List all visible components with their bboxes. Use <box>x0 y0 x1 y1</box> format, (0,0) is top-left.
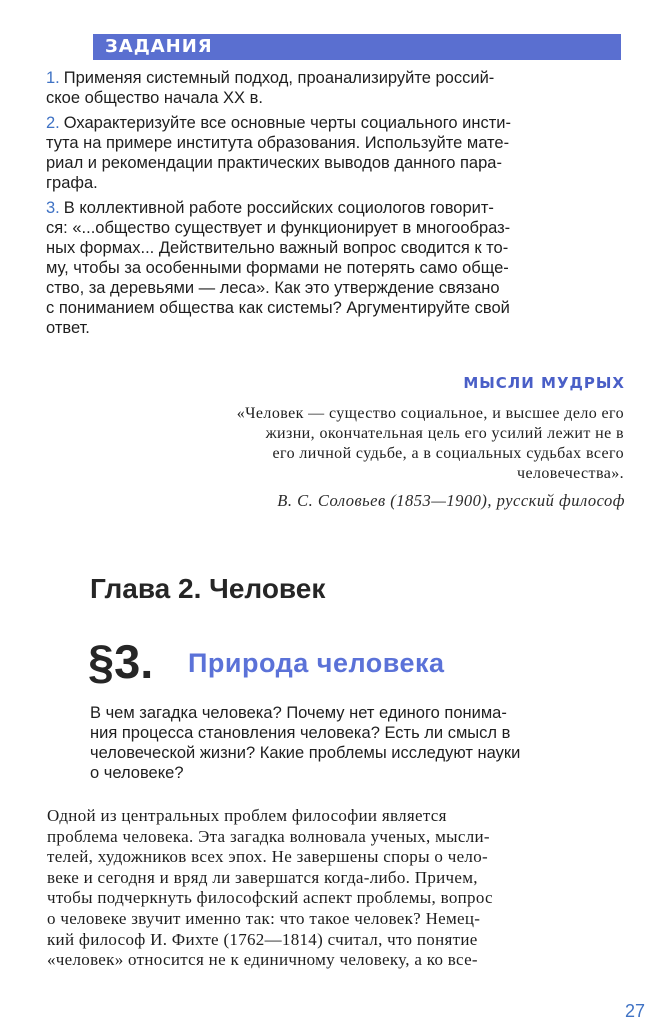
task-item <box>46 198 626 338</box>
tasks-heading: ЗАДАНИЯ <box>105 36 213 57</box>
task-number: 1. <box>46 69 60 87</box>
page-number: 27 <box>624 1001 645 1021</box>
chapter-title: Глава 2. Человек <box>90 573 326 604</box>
quote-text: «Человек — существо социальное, и высшее дело его жизни, окончательная цель его усилий лежит не в его личной судьбе, а в социальных судьбах всего человечества». <box>236 405 624 482</box>
quote-author: В. С. Соловьев (1853—1900), русский философ <box>277 491 625 510</box>
task-text: В коллективной работе российских социологов говорит- ся: «...общество существует и функционирует в многообраз- ных формах... Действительно важный вопрос сводится к то- му, чтобы за особенными формами не потерять само обще- ство, за деревьями — леса». Как это утверждение связано с пониманием общества как системы? Аргументируйте свой ответ. <box>46 199 511 337</box>
body-paragraph: Одной из центральных проблем философии является проблема человека. Эта загадка волновала ученых, мысли- телей, художников всех эпох. Не завершены споры о чело- веке и сегодня и вряд ли завершатся когда-либо. Причем, чтобы подчеркнуть философский аспект проблемы, вопрос о человеке звучит именно так: что такое человек? Немец- кий философ И. Фихте (1762—1814) считал, что понятие «человек» относится не к единичному человеку, а ко все- <box>47 806 493 970</box>
wise-thoughts-heading: МЫСЛИ МУДРЫХ <box>463 374 625 392</box>
tasks-banner <box>93 34 621 60</box>
section-title: Природа человека <box>188 648 445 678</box>
task-list <box>46 68 626 343</box>
task-number: 2. <box>46 114 60 132</box>
task-item <box>46 113 626 193</box>
task-text: Применяя системный подход, проанализируйте россий- ское общество начала XX в. <box>46 69 495 107</box>
task-text: Охарактеризуйте все основные черты социального инсти- тута на примере института образования. Используйте мате- риал и рекомендации практических выводов данного пара- графа. <box>46 114 511 192</box>
section-intro-questions: В чем загадка человека? Почему нет единого понима- ния процесса становления человека? Есть ли смысл в человеческой жизни? Какие проблемы исследуют науки о человеке? <box>90 704 521 782</box>
task-item <box>46 68 626 108</box>
task-number: 3. <box>46 199 60 217</box>
section-number: §3. <box>88 635 154 688</box>
